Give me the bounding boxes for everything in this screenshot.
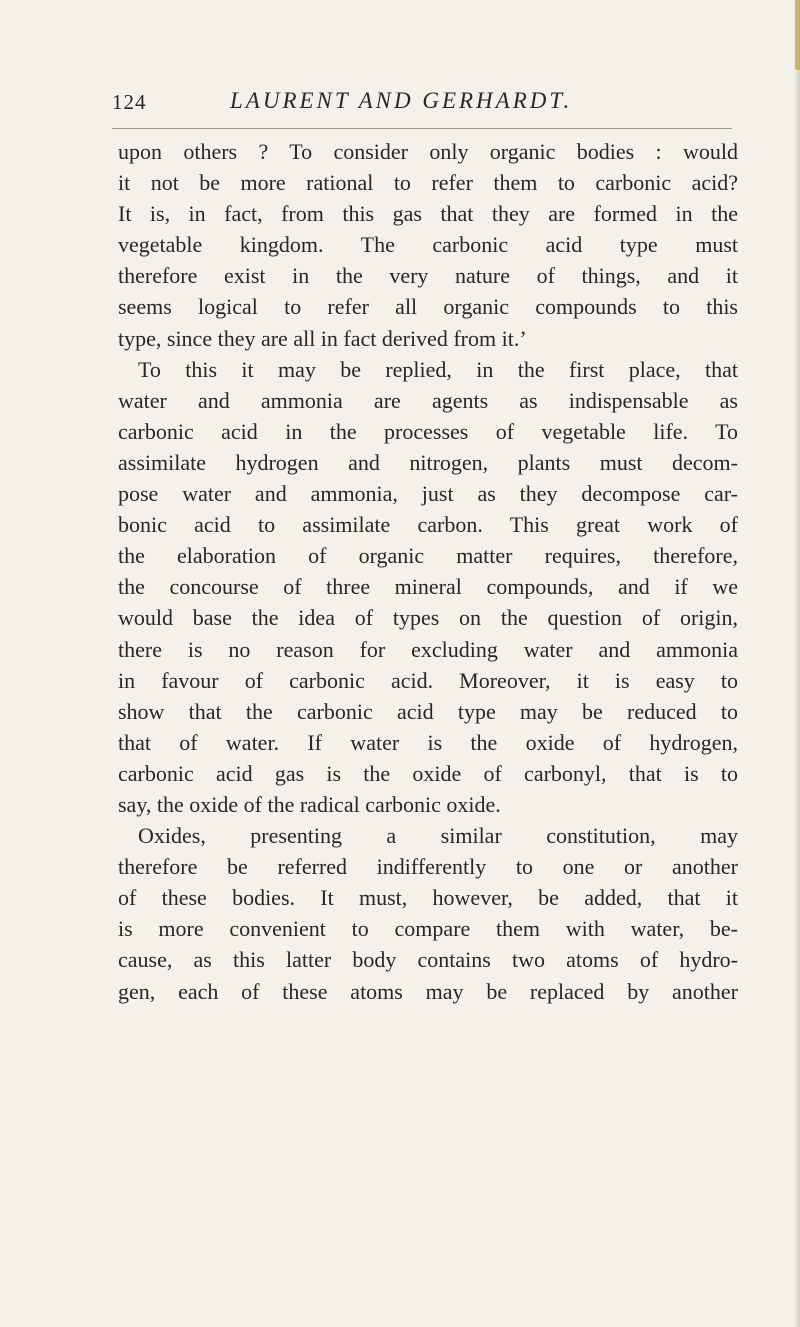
text-line: of these bodies. It must, however, be added, that it bbox=[118, 885, 738, 911]
text-line: gen, each of these atoms may be replaced by another bbox=[118, 978, 738, 1004]
text-line: that of water. If water is the oxide of hydrogen, bbox=[118, 729, 738, 755]
text-line: say, the oxide of the radical carbonic oxide. bbox=[118, 791, 501, 817]
text-line: it not be more rational to refer them to carbonic acid? bbox=[118, 170, 738, 196]
body-text bbox=[118, 136, 738, 1007]
running-head: LAURENT AND GERHARDT. bbox=[230, 88, 573, 113]
text-line: show that the carbonic acid type may be reduced to bbox=[118, 698, 738, 724]
text-line: pose water and ammonia, just as they decompose car- bbox=[118, 481, 738, 507]
text-line: To this it may be replied, in the first place, that bbox=[138, 356, 738, 382]
text-line: the elaboration of organic matter requires, therefore, bbox=[118, 543, 738, 569]
text-line: would base the idea of types on the question of origin, bbox=[118, 605, 738, 631]
page-header bbox=[112, 86, 732, 122]
text-line: the concourse of three mineral compounds, and if we bbox=[118, 574, 738, 600]
text-line: in favour of carbonic acid. Moreover, it is easy to bbox=[118, 667, 738, 693]
text-line: upon others ? To consider only organic bodies : would bbox=[118, 139, 738, 164]
text-line: vegetable kingdom. The carbonic acid type must bbox=[118, 232, 738, 258]
text-line: carbonic acid in the processes of vegetable life. To bbox=[118, 418, 738, 444]
text-line: carbonic acid gas is the oxide of carbonyl, that is to bbox=[118, 760, 738, 786]
text-line: therefore be referred indifferently to one or another bbox=[118, 854, 738, 880]
text-line: is more convenient to compare them with water, be- bbox=[118, 916, 738, 942]
text-line: bonic acid to assimilate carbon. This great work of bbox=[118, 512, 738, 538]
text-line: It is, in fact, from this gas that they are formed in the bbox=[118, 201, 738, 227]
text-line: type, since they are all in fact derived from it.’ bbox=[118, 325, 527, 351]
text-line: assimilate hydrogen and nitrogen, plants must decom- bbox=[118, 449, 738, 475]
text-line: water and ammonia are agents as indispensable as bbox=[118, 387, 738, 413]
page-number: 124 bbox=[112, 90, 147, 114]
header-rule bbox=[112, 128, 732, 129]
text-line: there is no reason for excluding water and ammonia bbox=[118, 636, 738, 662]
text-line: Oxides, presenting a similar constitution, may bbox=[138, 823, 738, 849]
text-line: therefore exist in the very nature of things, and it bbox=[118, 263, 738, 289]
text-line: cause, as this latter body contains two atoms of hydro- bbox=[118, 947, 738, 973]
text-line: seems logical to refer all organic compounds to this bbox=[118, 294, 738, 320]
page-edge-mark bbox=[795, 0, 800, 70]
page-edge-shadow bbox=[794, 0, 800, 1327]
